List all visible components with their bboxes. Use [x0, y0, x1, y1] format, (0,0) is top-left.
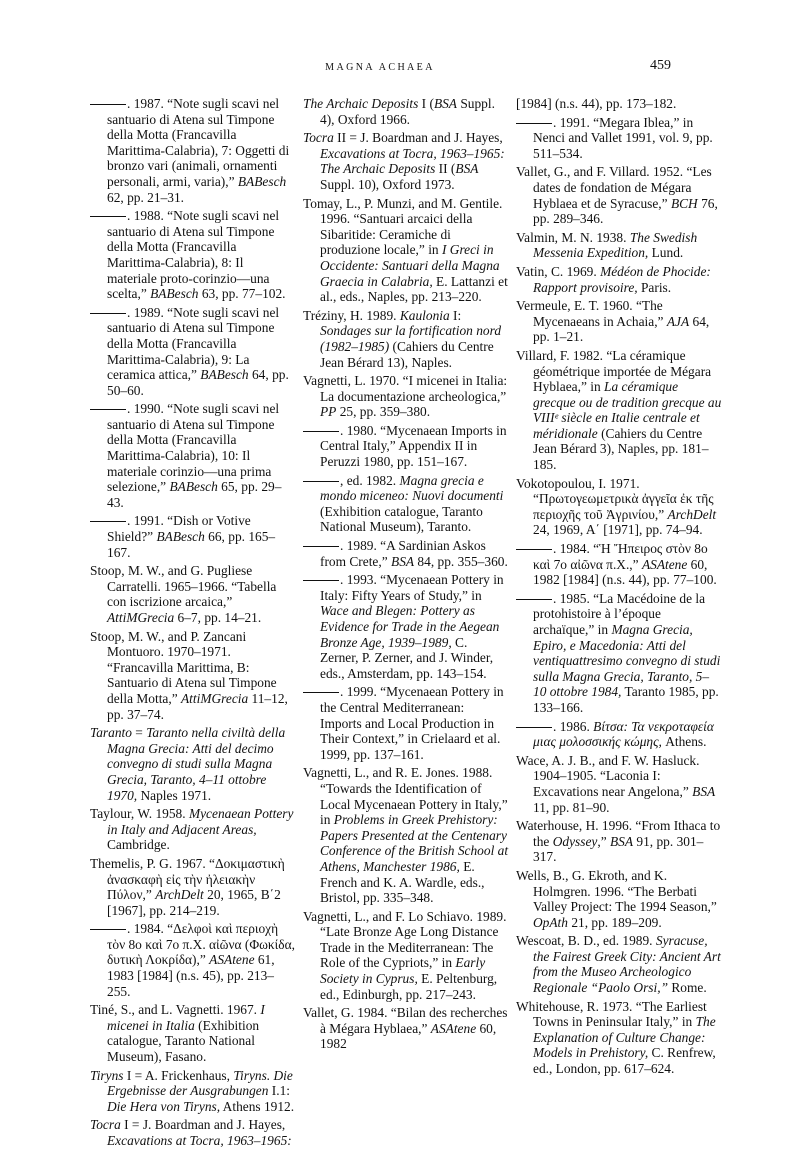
repeated-author-dash [90, 929, 126, 930]
italic-text-run: BABesch [200, 367, 249, 383]
text-run: Villard, F. 1982. “La céramique géométrique importée de Mégara Hyblaea,” in [516, 347, 712, 395]
text-run: 91, pp. 301–317. [533, 833, 704, 865]
text-run: Taylour, W. 1958. [90, 806, 189, 822]
italic-text-run: BABesch [237, 173, 287, 189]
bibliography-entry [516, 164, 722, 226]
bibliography-entry [90, 401, 296, 510]
italic-text-run: Βίτσα: Τα νεκροταφεία μιας μολοσσικής κώμης, [533, 718, 714, 750]
italic-text-run: BCH [670, 195, 698, 211]
text-run: 63, pp. 77–102. [198, 286, 286, 302]
italic-text-run: Tiryns [90, 1067, 124, 1083]
italic-text-run: ASAtene [209, 952, 255, 968]
repeated-author-dash [90, 216, 126, 217]
italic-text-run: BSA [692, 783, 716, 799]
text-run: 20, 1965, B΄2 [1967], pp. 214–219. [107, 887, 281, 918]
text-run: Themelis, P. G. 1967. “Δοκιμαστικὴ ἀνασκαφὴ εἰς τὴν ἠλειακὴν Πύλον,” [90, 855, 285, 903]
text-run: . 1991. “Dish or Votive Shield?” [107, 513, 251, 545]
italic-text-run: Die Hera von Tiryns, [107, 1098, 221, 1114]
bibliography-entry [516, 999, 722, 1077]
text-run: (Exhibition catalogue, Taranto National Museum), Fasano. [107, 1017, 260, 1065]
italic-text-run: Tocra [90, 1117, 121, 1133]
repeated-author-dash [516, 727, 552, 728]
bibliography-entry [303, 684, 509, 762]
bibliography-entry [516, 476, 722, 538]
bibliography-column-2 [303, 96, 509, 1055]
bibliography-entry [90, 305, 296, 399]
text-run: Naples 1971. [137, 787, 212, 803]
bibliography-entry [303, 423, 509, 470]
bibliography-entry [516, 591, 722, 716]
bibliography-entry [90, 563, 296, 625]
bibliography-entry [516, 753, 722, 815]
italic-text-run: Sondages sur la fortification nord (1982–1985) [320, 323, 502, 354]
italic-text-run: ASAtene [641, 556, 688, 572]
bibliography-entry [303, 308, 509, 370]
italic-text-run: AttiMGrecia [107, 610, 175, 625]
text-run: ,” [597, 833, 610, 849]
text-run: 65, pp. 29–43. [107, 479, 282, 510]
text-run: . 1984. “Δελφοὶ καὶ περιοχὴ τὸν 8ο καὶ 7ο π.Χ. αἰῶνα (Φωκίδα, δυτικὴ Λοκρίδα),” [107, 921, 295, 968]
text-run: [1984] (n.s. 44), pp. 173–182. [516, 96, 677, 111]
text-run: Vallet, G. 1984. “Bilan des recherches à Mégara Hyblaea,” [303, 1005, 508, 1036]
bibliography-entry-continued [516, 96, 722, 112]
text-run: I = J. Boardman and J. Hayes, [120, 1117, 286, 1133]
italic-text-run: ASAtene [430, 1020, 477, 1036]
text-run: (Exhibition catalogue, Taranto National Museum), Taranto. [320, 503, 483, 535]
italic-text-run: ArchDelt [667, 506, 717, 522]
text-run: . 1993. “Mycenaean Pottery in Italy: Fifty Years of Study,” in [320, 572, 504, 603]
text-run: Tréziny, H. 1989. [303, 307, 400, 323]
repeated-author-dash [90, 313, 126, 314]
bibliography-entry [516, 933, 722, 995]
text-run: 21, pp. 189–209. [567, 914, 662, 930]
bibliography-column-3 [516, 96, 722, 1080]
text-run: Paris. [637, 279, 672, 295]
text-run: II ( [435, 161, 456, 177]
bibliography-entry [516, 230, 722, 261]
text-run: . 1987. “Note sugli scavi nel santuario di Atena sul Timpone della Motta (Francavilla Marittima-Calabria), 7: Oggetti di bronzo vari (animali, ornamenti personali, armi, varia),” [107, 96, 290, 189]
text-run: Vermeule, E. T. 1960. “The Mycenaeans in Achaia,” [516, 298, 667, 329]
text-run: I ( [418, 96, 434, 111]
text-run: Whitehouse, R. 1973. “The Earliest Towns in Peninsular Italy,” in [516, 998, 707, 1030]
text-run: Valmin, M. N. 1938. [516, 229, 630, 245]
text-run: 11, pp. 81–90. [533, 799, 610, 815]
bibliography-entry [303, 909, 509, 1003]
text-run: . 1980. “Mycenaean Imports in Central Italy,” Appendix II in Peruzzi 1980, pp. 151–167. [320, 422, 507, 470]
italic-text-run: BSA [433, 96, 457, 111]
bibliography-entry [303, 196, 509, 305]
text-run: . 1989. “A Sardinian Askos from Crete,” [320, 538, 486, 569]
italic-text-run: BSA [609, 833, 634, 849]
text-run: Wescoat, B. D., ed. 1989. [516, 933, 656, 949]
bibliography-entry [516, 719, 722, 750]
text-run: . 1990. “Note sugli scavi nel santuario di Atena sul Timpone della Motta (Francavilla Marittima-Calabria), 10: Il materiale corinzio—una prima selezione,” [107, 401, 280, 495]
italic-text-run: Excavations at Tocra, 1963–1965: [107, 1133, 292, 1148]
text-run: Taranto 1985, pp. 133–166. [533, 684, 719, 715]
repeated-author-dash [90, 104, 126, 105]
repeated-author-dash [303, 692, 339, 693]
bibliography-entry [90, 96, 296, 205]
italic-text-run: Kaulonia [399, 307, 450, 323]
text-run: Vatin, C. 1969. [516, 263, 601, 279]
text-run: 6–7, pp. 14–21. [174, 610, 262, 625]
italic-text-run: BSA [455, 161, 479, 177]
text-run: Vagnetti, L. 1970. “I micenei in Italia: La documentazione archeologica,” [303, 373, 508, 404]
text-run: 62, pp. 21–31. [107, 189, 184, 205]
italic-text-run: BABesch [156, 529, 205, 545]
bibliography-entry [90, 629, 296, 723]
bibliography-entry [90, 1002, 296, 1064]
text-run: 60, 1982 [320, 1020, 497, 1052]
italic-text-run: Mycenaean Pottery in Italy and Adjacent Areas, [107, 806, 294, 837]
italic-text-run: ArchDelt [155, 887, 204, 903]
text-run: C. Renfrew, ed., London, pp. 617–624. [533, 1045, 716, 1077]
repeated-author-dash [303, 481, 339, 482]
bibliography-entry [303, 373, 509, 420]
bibliography-entry [516, 818, 722, 865]
italic-text-run: Magna grecia e mondo miceneo: Nuovi documenti [320, 472, 504, 504]
text-run: . 1999. “Mycenaean Pottery in the Central Mediterranean: Imports and Local Production in Their Context,” in Crielaard et al. 1999, pp. 137–161. [320, 684, 504, 762]
text-run: . 1985. “La Macédoine de la protohistoire à l’époque archaïque,” in [533, 590, 706, 637]
text-run: . 1986. [553, 718, 594, 734]
repeated-author-dash [516, 599, 552, 600]
bibliography-entry [90, 725, 296, 803]
text-run: Wells, B., G. Ekroth, and K. Holmgren. 1996. “The Berbati Valley Project: The 1994 Season,” [516, 867, 717, 915]
text-run: 11–12, pp. 37–74. [107, 690, 288, 722]
italic-text-run: The Archaic Deposits [303, 96, 419, 111]
italic-text-run: Tiryns. Die Ergebnisse der Ausgrabungen [107, 1067, 293, 1099]
bibliography-entry [303, 538, 509, 569]
text-run: E. Lattanzi et al., eds., Naples, pp. 213–220. [320, 273, 508, 305]
bibliography-entry [90, 856, 296, 918]
italic-text-run: Excavations at Tocra, 1963–1965: The Archaic Deposits [320, 145, 505, 177]
text-run: Vallet, G., and F. Villard. 1952. “Les dates de fondation de Mégara Hyblaea et de Syracuse,” [516, 164, 712, 211]
bibliography-entry [303, 572, 509, 681]
text-run: E. French and K. A. Wardle, eds., Bristol, pp. 335–348. [320, 858, 485, 906]
bibliography-entry [303, 130, 509, 192]
text-run: Vagnetti, L., and R. E. Jones. 1988. “Towards the Identification of Local Mycenaean Pottery in Italy,” in [303, 765, 508, 828]
text-run: I.1: [268, 1083, 290, 1099]
text-run: Lund. [648, 245, 684, 261]
bibliography-entry [303, 473, 509, 535]
italic-text-run: PP [320, 404, 337, 420]
text-run: Cambridge. [107, 837, 170, 853]
text-run: E. Peltenburg, ed., Edinburgh, pp. 217–243. [320, 971, 498, 1002]
text-run: II = J. Boardman and J. Hayes, [333, 130, 503, 146]
italic-text-run: Wace and Blegen: Pottery as Evidence for Trade in the Aegean Bronze Age, 1939–1989, [320, 603, 500, 650]
text-run: 76, pp. 289–346. [533, 195, 718, 227]
italic-text-run: Taranto nella civiltà della Magna Grecia: Atti del decimo convegno di studi sulla Magna Grecia, Taranto, 4–11 ottobre 1970, [107, 725, 286, 803]
text-run: Stoop, M. W., and G. Pugliese Carratelli. 1965–1966. “Tabella con iscrizione arcaica,” [90, 563, 277, 610]
text-run: Suppl. 4), Oxford 1966. [320, 96, 495, 127]
italic-text-run: La céramique grecque ou de tradition grecque au VIIIᵉ siècle en Italie centrale et méridionale [533, 379, 722, 441]
italic-text-run: BSA [391, 553, 415, 569]
text-run: Tomay, L., P. Munzi, and M. Gentile. 1996. “Santuari arcaici della Sibaritide: Ceramiche di produzione locale,” in [303, 195, 503, 258]
italic-text-run: Taranto [90, 725, 132, 741]
italic-text-run: AttiMGrecia [181, 690, 249, 706]
text-run: 25, pp. 359–380. [336, 404, 431, 420]
text-run: 61, 1983 [1984] (n.s. 45), pp. 213–255. [107, 952, 275, 999]
text-run: 24, 1969, A΄ [1971], pp. 74–94. [533, 522, 703, 538]
italic-text-run: OpAth [533, 914, 568, 930]
text-run: Tiné, S., and L. Vagnetti. 1967. [90, 1002, 261, 1018]
text-run: 66, pp. 165–167. [107, 529, 276, 560]
italic-text-run: The Swedish Messenia Expedition, [533, 229, 698, 261]
repeated-author-dash [516, 549, 552, 550]
text-run: C. Zerner, P. Zerner, and J. Winder, eds., Amsterdam, pp. 143–154. [320, 634, 494, 681]
text-run: Wace, A. J. B., and F. W. Hasluck. 1904–1905. “Laconia I: Excavations near Angelona,” [516, 752, 700, 799]
repeated-author-dash [90, 521, 126, 522]
text-run: 84, pp. 355–360. [414, 553, 508, 569]
text-run: (Cahiers du Centre Jean Bérard 3), Naples, pp. 181–185. [533, 425, 709, 473]
italic-text-run: Médéon de Phocide: Rapport provisoire, [533, 263, 711, 295]
italic-text-run: Problems in Greek Prehistory: Papers Presented at the Centenary Conference of the British School at Athens, Manchester 1986, [320, 812, 509, 874]
bibliography-entry [90, 1068, 296, 1115]
running-head: MAGNA ACHAEA [325, 62, 435, 73]
bibliography-column-1 [90, 96, 296, 1152]
italic-text-run: Magna Grecia, Epiro, e Macedonia: Atti del ventiquattresimo convegno di studi sulla Magna Grecia, Taranto, 5–10 ottobre 1984, [533, 622, 721, 700]
text-run: . 1991. “Megara Iblea,” in Nenci and Vallet 1991, vol. 9, pp. 511–534. [533, 114, 713, 161]
bibliography-entry [516, 115, 722, 162]
text-run: Vokotopoulou, I. 1971. “Πρωτογεωμετρικὰ ἀγγεῖα ἐκ τῆς περιοχῆς τοῦ Ἀγρινίου,” [516, 475, 714, 522]
italic-text-run: BABesch [169, 479, 218, 495]
repeated-author-dash [90, 409, 126, 410]
bibliography-entry [516, 868, 722, 930]
bibliography-entry [516, 541, 722, 588]
italic-text-run: Tocra [303, 130, 334, 146]
bibliography-entry [90, 208, 296, 302]
italic-text-run: I micenei in Italia [107, 1002, 265, 1033]
italic-text-run: AJA [666, 313, 690, 329]
italic-text-run: Syracuse, the Fairest Greek City: Ancient Art from the Museo Archeologico Regionale “Paolo Orsi,” [533, 933, 721, 996]
italic-text-run: Odyssey [552, 833, 598, 849]
text-run: Rome. [668, 980, 707, 996]
text-run: , ed. 1982. [340, 472, 400, 488]
text-run: Suppl. 10), Oxford 1973. [320, 176, 455, 192]
text-run: 60, 1982 [1984] (n.s. 44), pp. 77–100. [533, 556, 717, 588]
bibliography-entry [516, 348, 722, 473]
repeated-author-dash [516, 123, 552, 124]
text-run: 64, pp. 1–21. [533, 313, 710, 345]
repeated-author-dash [303, 431, 339, 432]
bibliography-entry [303, 1005, 509, 1052]
text-run: Waterhouse, H. 1996. “From Ithaca to the [516, 818, 721, 849]
bibliography-entry [516, 264, 722, 295]
text-run: . 1988. “Note sugli scavi nel santuario di Atena sul Timpone della Motta (Francavilla Marittima-Calabria), 8: Il materiale proto-corinzio—una scelta,” [107, 208, 280, 302]
text-run: Vagnetti, L., and F. Lo Schiavo. 1989. “Late Bronze Age Long Distance Trade in the Mediterranean: The Role of the Cypriots,” in [303, 908, 507, 971]
bibliography-entry [516, 298, 722, 345]
bibliography-entry [90, 1117, 296, 1148]
italic-text-run: BABesch [150, 286, 199, 302]
text-run: Athens 1912. [220, 1098, 295, 1114]
text-run: . 1984. “Ἡ Ἤπειρος στὸν 8ο καὶ 7ο αἰῶνα π.Χ.,” [533, 541, 708, 572]
text-run: I = A. Frickenhaus, [123, 1067, 234, 1083]
bibliography-entry [90, 806, 296, 853]
text-run: = [131, 725, 147, 741]
italic-text-run: Early Society in Cyprus, [320, 955, 486, 987]
repeated-author-dash [303, 580, 339, 581]
bibliography-entry-continued [303, 96, 509, 127]
bibliography-entry [303, 765, 509, 905]
page-number: 459 [650, 58, 671, 73]
italic-text-run: I Greci in Occidente: Santuari della Magna Graecia in Calabria, [320, 242, 500, 289]
bibliography-entry [90, 513, 296, 560]
text-run: Stoop, M. W., and P. Zancani Montuoro. 1970–1971. “Francavilla Marittima, B: Santuario di Atena sul Timpone della Motta,” [90, 628, 277, 706]
text-run: . 1989. “Note sugli scavi nel santuario di Atena sul Timpone della Motta (Francavilla Marittima-Calabria), 9: La ceramica attica,” [107, 304, 280, 383]
bibliography-entry [90, 921, 296, 999]
text-run: 64, pp. 50–60. [107, 367, 289, 398]
text-run: Athens. [661, 734, 707, 750]
text-run: (Cahiers du Centre Jean Bérard 13), Naples. [320, 338, 494, 370]
text-run: I: [449, 307, 462, 323]
repeated-author-dash [303, 546, 339, 547]
italic-text-run: The Explanation of Culture Change: Models in Prehistory, [533, 1014, 716, 1061]
